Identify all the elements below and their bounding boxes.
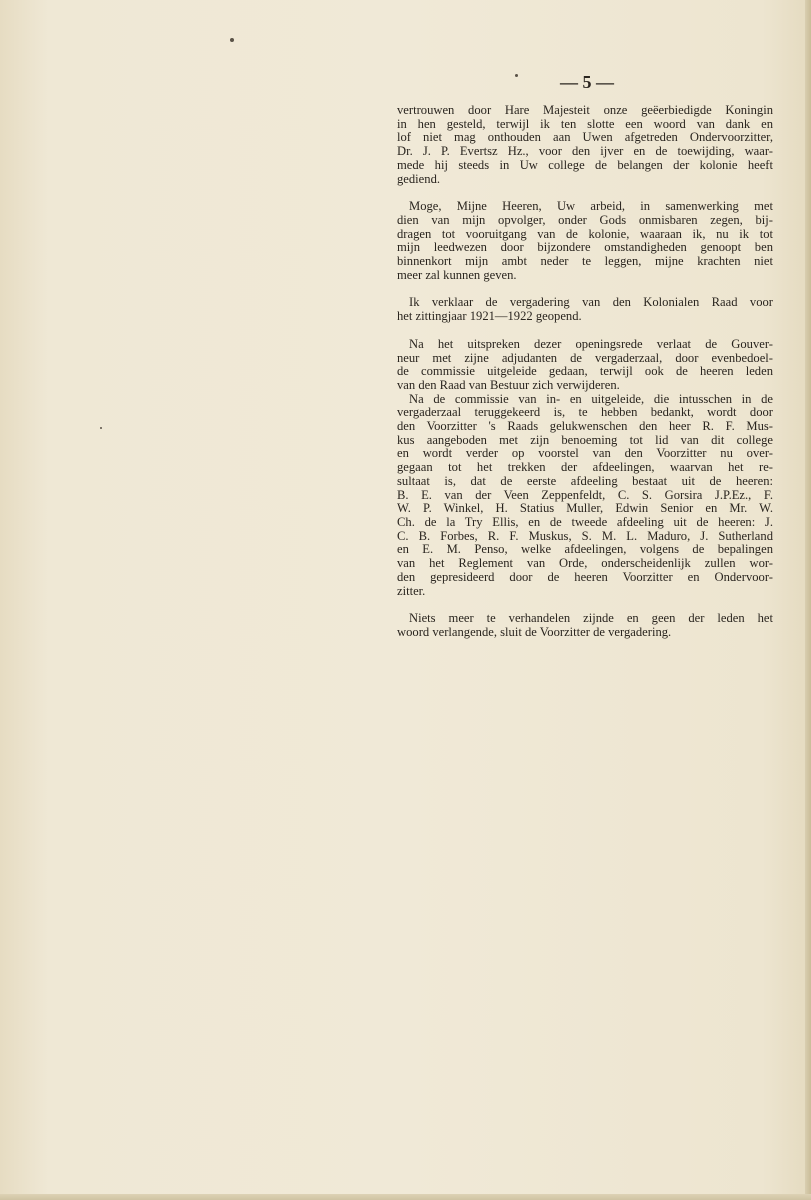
- text-line: Moge, Mijne Heeren, Uw arbeid, in samenwerking met: [409, 199, 773, 214]
- text-line: Na de commissie van in- en uitgeleide, die intusschen in de: [409, 391, 773, 406]
- text-line: woord verlangende, sluit de Voorzitter de vergadering.: [397, 624, 672, 639]
- text-line: dragen tot vooruitgang van de kolonie, waaraan ik, nu ik tot: [397, 226, 773, 241]
- text-line: van het Reglement van Orde, onderscheidenlijk zullen wor-: [397, 556, 773, 571]
- text-line: en wordt verder op voorstel van den Voorzitter nu over-: [397, 446, 773, 461]
- text-line: sultaat is, dat de eerste afdeeling bestaat uit de heeren:: [397, 473, 773, 488]
- text-line: mijn leedwezen door bijzondere omstandigheden genoopt ben: [397, 240, 773, 255]
- text-line: den Voorzitter 's Raads gelukwenschen den heer R. F. Mus-: [397, 419, 773, 434]
- paragraph-closing-thanks: [397, 104, 773, 186]
- text-line: gegaan tot het trekken der afdeelingen, waarvan het re-: [397, 460, 773, 475]
- ink-speck: [230, 38, 234, 42]
- text-line: meer zal kunnen geven.: [397, 267, 517, 282]
- page-edge-bottom: [0, 1194, 811, 1200]
- text-line: binnenkort mijn ambt neder te leggen, mijne krachten niet: [397, 254, 773, 269]
- text-line: dien van mijn opvolger, onder Gods onmisbaren zegen, bij-: [397, 212, 773, 227]
- text-line: zitter.: [397, 583, 426, 598]
- paragraph-blessing: [397, 200, 773, 282]
- ink-speck: [100, 427, 102, 429]
- document-body: [397, 104, 773, 640]
- text-line: Dr. J. P. Evertsz Hz., voor den ijver en de toewijding, waar-: [397, 144, 773, 159]
- text-line: lof niet mag onthouden aan Uwen afgetreden Ondervoorzitter,: [397, 130, 773, 145]
- text-line: W. P. Winkel, H. Statius Muller, Edwin Senior en Mr. W.: [397, 501, 773, 516]
- text-line: Niets meer te verhandelen zijnde en geen der leden het: [409, 611, 773, 626]
- paragraph-sections: [397, 393, 773, 599]
- text-line: kus aangeboden met zijn benoeming tot lid van dit college: [397, 432, 773, 447]
- text-line: neur met zijne adjudanten de vergaderzaal, door evenbedoel-: [397, 350, 773, 365]
- text-line: mede hij steeds in Uw college de belangen der kolonie heeft: [397, 157, 773, 172]
- text-line: vertrouwen door Hare Majesteit onze geëerbiedigde Koningin: [397, 103, 773, 117]
- text-line: C. B. Forbes, R. F. Muskus, S. M. L. Maduro, J. Sutherland: [397, 528, 773, 543]
- text-line: het zittingjaar 1921—1922 geopend.: [397, 309, 582, 324]
- text-line: in hen gesteld, terwijl ik ten slotte een woord van dank en: [397, 116, 773, 131]
- text-line: Ch. de la Try Ellis, en de tweede afdeeling uit de heeren: J.: [397, 514, 773, 529]
- ink-speck: [515, 74, 518, 77]
- text-line: gediend.: [397, 171, 441, 186]
- text-line: Na het uitspreken dezer openingsrede verlaat de Gouver-: [409, 336, 773, 351]
- text-line: B. E. van der Veen Zeppenfeldt, C. S. Gorsira J.P.Ez., F.: [397, 487, 773, 502]
- text-line: van den Raad van Bestuur zich verwijderen.: [397, 377, 620, 392]
- text-line: vergaderzaal teruggekeerd is, te hebben bedankt, wordt door: [397, 405, 773, 420]
- page-edge-right: [805, 0, 811, 1200]
- paragraph-closing: [397, 612, 773, 639]
- text-line: Ik verklaar de vergadering van den Kolonialen Raad voor: [409, 295, 773, 310]
- text-line: den gepresideerd door de heeren Voorzitter en Ondervoor-: [397, 569, 773, 584]
- text-line: en E. M. Penso, welke afdeelingen, volgens de bepalingen: [397, 542, 773, 557]
- page-number: — 5 —: [560, 72, 614, 92]
- text-line: de commissie uitgeleide gedaan, terwijl ook de heeren leden: [397, 364, 773, 379]
- paragraph-opening-declaration: [397, 296, 773, 323]
- paragraph-governor-departs: [397, 338, 773, 393]
